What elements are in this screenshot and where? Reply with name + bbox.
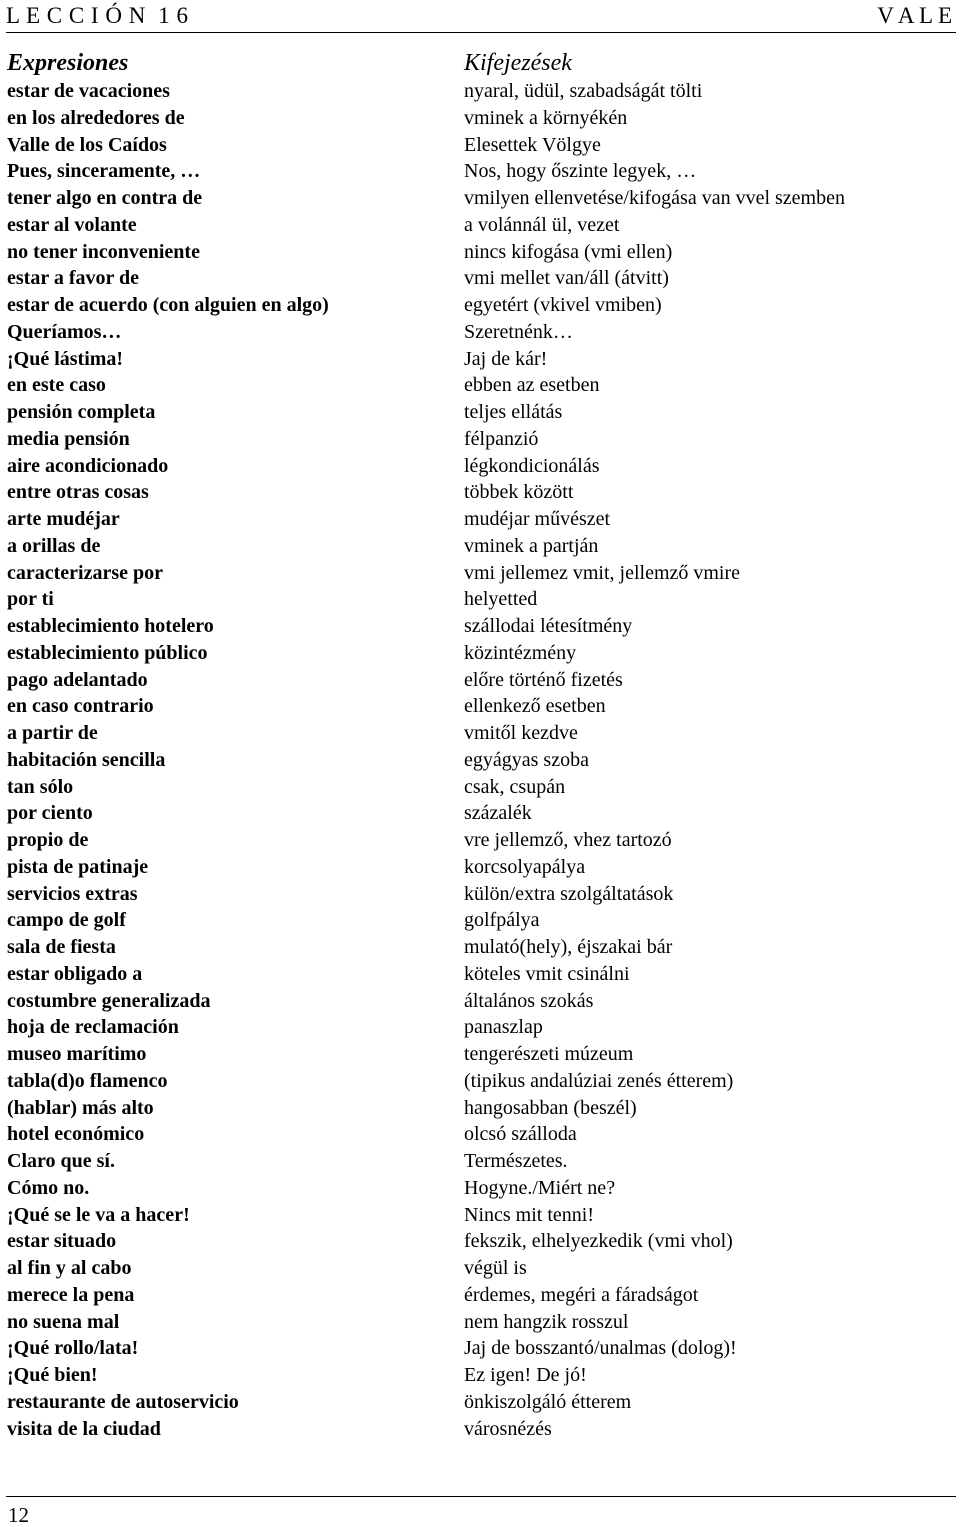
spanish-expression: tener algo en contra de <box>7 187 203 209</box>
list-item <box>7 693 952 720</box>
spanish-expression: estar al volante <box>7 213 137 236</box>
spanish-expression: a orillas de <box>7 534 101 557</box>
list-item <box>7 854 952 881</box>
list-item <box>7 1416 952 1443</box>
list-item <box>7 1282 952 1309</box>
vocabulary-list <box>7 48 952 1442</box>
hungarian-translation: vmi jellemez vmit, jellemző vmire <box>464 561 741 584</box>
list-item <box>7 1335 952 1362</box>
list-item <box>7 720 952 747</box>
spanish-expression: costumbre generalizada <box>7 989 211 1012</box>
hungarian-translation: önkiszolgáló étterem <box>464 1390 632 1413</box>
hungarian-translation: Nincs mit tenni! <box>464 1203 594 1226</box>
list-item <box>7 346 952 373</box>
hungarian-translation: csak, csupán <box>464 775 566 798</box>
spanish-expression: (hablar) más alto <box>7 1096 154 1119</box>
list-item <box>7 399 952 426</box>
hungarian-translation: Hogyne./Miért ne? <box>464 1176 616 1199</box>
hungarian-translation: Elesettek Völgye <box>464 133 601 156</box>
spanish-expression: entre otras cosas <box>7 481 149 504</box>
hungarian-translation: panaszlap <box>464 1016 543 1039</box>
spanish-expression: estar a favor de <box>7 267 140 290</box>
hungarian-translation: végül is <box>464 1257 527 1279</box>
list-item <box>7 105 952 132</box>
spanish-expression: pista de patinaje <box>7 855 149 878</box>
hungarian-translation: nincs kifogása (vmi ellen) <box>464 240 673 263</box>
spanish-expression: estar de vacaciones <box>7 80 170 102</box>
list-item <box>7 640 952 667</box>
hungarian-translation: fekszik, elhelyezkedik (vmi vhol) <box>464 1230 733 1253</box>
spanish-expression: estar de acuerdo (con alguien en algo) <box>7 294 329 316</box>
spanish-expression: propio de <box>7 829 89 851</box>
list-item <box>7 1148 952 1175</box>
hungarian-translation: Ez igen! De jó! <box>464 1364 587 1386</box>
spanish-expression: en este caso <box>7 374 106 397</box>
spanish-expression: pago adelantado <box>7 668 148 691</box>
hungarian-translation: a volánnál ül, vezet <box>464 213 620 236</box>
hungarian-translation: köteles vmit csinálni <box>464 962 630 985</box>
spanish-expression: servicios extras <box>7 882 138 905</box>
spanish-expression: pensión completa <box>7 401 156 423</box>
spanish-expression: restaurante de autoservicio <box>7 1390 239 1413</box>
list-item <box>7 265 952 292</box>
spanish-expression: campo de golf <box>7 909 126 932</box>
list-item <box>7 774 952 801</box>
hungarian-translation: külön/extra szolgáltatások <box>464 882 674 905</box>
hungarian-translation: Nos, hogy őszinte legyek, … <box>464 160 697 183</box>
spanish-expression: estar obligado a <box>7 962 143 985</box>
list-item <box>7 1202 952 1229</box>
list-item <box>7 1389 952 1416</box>
list-item <box>7 132 952 159</box>
list-item <box>7 1121 952 1148</box>
spanish-expression: en los alrededores de <box>7 106 185 129</box>
hungarian-translation: közintézmény <box>464 641 577 664</box>
lesson-title: L E C C I Ó N 1 6 <box>6 3 189 28</box>
spanish-expression: establecimiento público <box>7 641 208 664</box>
hungarian-translation: vmi mellet van/áll (átvitt) <box>464 267 669 290</box>
list-item <box>7 1255 952 1282</box>
hungarian-translation: százalék <box>464 802 532 825</box>
spanish-expression: Valle de los Caídos <box>7 133 167 156</box>
entry-rows <box>7 78 952 1442</box>
list-item <box>7 212 952 239</box>
spanish-expression: ¡Qué bien! <box>7 1364 98 1386</box>
list-item <box>7 533 952 560</box>
spanish-expression: Pues, sinceramente, … <box>7 160 201 183</box>
spanish-expression: Queríamos… <box>7 320 122 343</box>
hungarian-translation: Természetes. <box>464 1150 568 1172</box>
hungarian-translation: teljes ellátás <box>464 401 563 423</box>
spanish-expression: caracterizarse por <box>7 561 164 584</box>
spanish-expression: por ti <box>7 588 54 611</box>
spanish-expression: museo marítimo <box>7 1043 147 1065</box>
hungarian-translation: (tipikus andalúziai zenés étterem) <box>464 1069 734 1092</box>
spanish-expression: ¡Qué se le va a hacer! <box>7 1203 190 1226</box>
hungarian-translation: Jaj de bosszantó/unalmas (dolog)! <box>464 1337 737 1360</box>
hungarian-translation: nem hangzik rosszul <box>464 1310 629 1333</box>
list-item <box>7 158 952 185</box>
hungarian-translation: nyaral, üdül, szabadságát tölti <box>464 80 703 102</box>
hungarian-translation: korcsolyapálya <box>464 855 586 878</box>
column-headers <box>7 48 952 78</box>
hungarian-translation: tengerészeti múzeum <box>464 1043 634 1065</box>
spanish-expression: a partir de <box>7 722 98 744</box>
spanish-expression: merece la pena <box>7 1283 135 1306</box>
list-item <box>7 934 952 961</box>
hungarian-translation: vminek a partján <box>464 534 599 557</box>
hungarian-translation: mulató(hely), éjszakai bár <box>464 936 673 958</box>
list-item <box>7 881 952 908</box>
spanish-expression: no tener inconveniente <box>7 240 200 263</box>
hungarian-translation: többek között <box>464 481 574 504</box>
list-item <box>7 747 952 774</box>
list-item <box>7 1068 952 1095</box>
spanish-expression: hotel económico <box>7 1123 145 1146</box>
hungarian-translation: városnézés <box>464 1417 552 1440</box>
spanish-expression: Cómo no. <box>7 1176 90 1199</box>
list-item <box>7 453 952 480</box>
list-item <box>7 1041 952 1068</box>
hungarian-translation: Jaj de kár! <box>464 347 548 370</box>
list-item <box>7 613 952 640</box>
hungarian-translation: előre történő fizetés <box>464 668 623 691</box>
spanish-expression: tabla(d)o flamenco <box>7 1069 168 1092</box>
spanish-expression: visita de la ciudad <box>7 1417 161 1440</box>
spanish-expression: al fin y al cabo <box>7 1257 132 1279</box>
list-item <box>7 372 952 399</box>
hungarian-translation: helyetted <box>464 588 538 611</box>
footer-divider <box>6 1496 956 1497</box>
list-item <box>7 907 952 934</box>
hungarian-translation: olcsó szálloda <box>464 1123 577 1146</box>
list-item <box>7 667 952 694</box>
list-item <box>7 988 952 1015</box>
spanish-expression: no suena mal <box>7 1310 120 1333</box>
hungarian-translation: egyetért (vkivel vmiben) <box>464 294 662 316</box>
list-item <box>7 1228 952 1255</box>
spanish-expression: ¡Qué rollo/lata! <box>7 1337 139 1360</box>
spanish-expression: sala de fiesta <box>7 936 116 958</box>
list-item <box>7 78 952 105</box>
hungarian-translation: vmitől kezdve <box>464 722 578 744</box>
spanish-expression: establecimiento hotelero <box>7 615 214 637</box>
spanish-expression: estar situado <box>7 1230 117 1253</box>
list-item <box>7 1095 952 1122</box>
list-item <box>7 586 952 613</box>
hungarian-translation: légkondicionálás <box>464 454 600 477</box>
spanish-expression: en caso contrario <box>7 695 154 718</box>
list-item <box>7 506 952 533</box>
list-item <box>7 479 952 506</box>
hungarian-translation: vminek a környékén <box>464 106 628 129</box>
spanish-expression: ¡Qué lástima! <box>7 347 124 370</box>
list-item <box>7 800 952 827</box>
hungarian-translation: Szeretnénk… <box>464 320 573 343</box>
hungarian-translation: érdemes, megéri a fáradságot <box>464 1283 699 1306</box>
hungarian-translation: mudéjar művészet <box>464 508 611 530</box>
list-item <box>7 827 952 854</box>
spanish-expression: habitación sencilla <box>7 748 166 771</box>
hungarian-column-title: Kifejezések <box>464 50 572 76</box>
list-item <box>7 292 952 319</box>
list-item <box>7 239 952 266</box>
hungarian-translation: golfpálya <box>464 909 540 932</box>
list-item <box>7 961 952 988</box>
hungarian-translation: hangosabban (beszél) <box>464 1096 637 1119</box>
page-header <box>6 0 956 33</box>
spanish-expression: por ciento <box>7 802 93 825</box>
spanish-expression: Claro que sí. <box>7 1150 115 1172</box>
hungarian-translation: vmilyen ellenvetése/kifogása van vvel szemben <box>464 187 845 209</box>
hungarian-translation: egyágyas szoba <box>464 748 589 771</box>
list-item <box>7 1014 952 1041</box>
spanish-expression: arte mudéjar <box>7 508 120 530</box>
hungarian-translation: általános szokás <box>464 989 594 1012</box>
list-item <box>7 1362 952 1389</box>
spanish-expression: hoja de reclamación <box>7 1016 179 1039</box>
list-item <box>7 185 952 212</box>
list-item <box>7 319 952 346</box>
spanish-column-title: Expresiones <box>7 50 129 76</box>
course-title: V A L E <box>877 3 952 28</box>
list-item <box>7 426 952 453</box>
hungarian-translation: szállodai létesítmény <box>464 615 633 637</box>
list-item <box>7 1309 952 1336</box>
spanish-expression: tan sólo <box>7 775 74 798</box>
spanish-expression: media pensión <box>7 427 130 450</box>
hungarian-translation: ellenkező esetben <box>464 695 606 718</box>
hungarian-translation: ebben az esetben <box>464 374 600 397</box>
page-number: 12 <box>8 1503 29 1527</box>
hungarian-translation: vre jellemző, vhez tartozó <box>464 829 672 851</box>
list-item <box>7 1175 952 1202</box>
list-item <box>7 560 952 587</box>
hungarian-translation: félpanzió <box>464 427 539 450</box>
spanish-expression: aire acondicionado <box>7 454 169 477</box>
